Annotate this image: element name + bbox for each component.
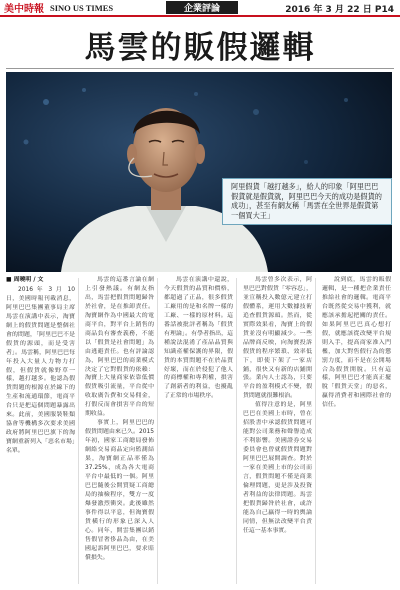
date-page: 2016 年 3 月 22 日 P14 bbox=[285, 5, 394, 15]
article-body bbox=[6, 276, 394, 586]
column-divider bbox=[78, 278, 79, 584]
headline: 馬雲的販假邏輯 bbox=[84, 30, 316, 66]
article-paragraph: 馬雲的這番言論在網上引發熱議。有網友指出，馬雲把假貨問題歸咎於社會，是在推卸責任。淘寶網作為中國最大的電商平台，對平台上銷售的商品負有審查義務，不能以「假貨是社會問題」為由逃避責任。也有評論認為，阿里巴巴的商業模式決定了它對假貨的依賴：淘寶上大量商家依靠低價假貨吸引流量，平台從中收取廣告費和交易佣金，打假反而會損害平台的短期收益。 bbox=[85, 277, 154, 418]
photo-image bbox=[6, 72, 392, 272]
paper-name bbox=[0, 0, 118, 15]
article-photo bbox=[6, 72, 392, 272]
masthead-rule bbox=[0, 15, 400, 17]
article-paragraph: 馬雲在演講中還說，今天假貨的品質和價格，都超過了正品，很多假貨工廠用的是和名牌一樣的工廠、一樣的原材料。這番話被批評者稱為「假貨有理論」。有學者指出，這種說法混淆了產品品質與知識產權保護的界限，假貨的本質問題不在於品質好壞，而在於侵犯了他人的商標權和專利權，損害了創新者的利益，也擾亂了正常的市場秩序。 bbox=[164, 277, 233, 400]
article-paragraph: 值得注意的是，阿里巴巴在美國上市時，曾在招股書中承認假貨問題可能對公司業務和聲譽造成不利影響。美國證券交易委員會也曾就假貨問題對阿里巴巴展開調查。對於一家在美國上市的公司而言，假貨問題不僅是商業倫理問題，更是涉及投資者利益的法律問題。馬雲把假貨歸咎於社會，或許能為自己贏得一時的輿論同情，但無法改變平台責任這一基本事實。 bbox=[243, 402, 312, 534]
masthead bbox=[0, 0, 400, 16]
article-column-3 bbox=[164, 276, 233, 586]
column-divider bbox=[315, 278, 316, 584]
article-column-2 bbox=[85, 276, 154, 586]
paper-name-en: SINO US TIMES bbox=[50, 2, 114, 13]
column-divider bbox=[157, 278, 158, 584]
article-paragraph: 說到底，馬雲的販假邏輯，是一種把企業責任推給社會的邏輯。電商平台既然從交易中獲利，就應該承擔起把關的責任。如果阿里巴巴真心想打假，就應該從改變平台規則入手，提高商家准入門檻，加大對售假行為的懲罰力度，而不是在公開場合為假貨開脫。只有這樣，阿里巴巴才能真正擺脫「假貨天堂」的惡名，贏得消費者和國際社會的信任。 bbox=[322, 277, 391, 409]
byline: ■ 周曉明 / 文 bbox=[6, 277, 44, 283]
article-column-1 bbox=[6, 276, 75, 586]
article-paragraph: 2016 年 3 月 10 日，美國時報刊載消息，阿里巴巴集團董事局主席馬雲在演講中表示，淘寶網上的假貨問題是整個社會的問題，「阿里巴巴不是假貨的源頭，而是受害者」。馬雲稱，阿里巴巴每年投入大量人力物力打假，但假貨就像野草一樣，越打越多。他認為假貨問題的根源在於線下的生產和流通環節，電商平台只是把這個問題暴露出來。此前，美國服裝鞋類協會等機構多次要求美國政府將阿里巴巴旗下的淘寶網重新列入「惡名市場」名單。 bbox=[6, 286, 75, 455]
paper-name-cn: 美中時報 bbox=[4, 4, 44, 15]
headline-rule bbox=[6, 68, 394, 69]
article-column-4 bbox=[243, 276, 312, 586]
photo-caption: 阿里假貨「越打越多」，給人的印象「阿里巴巴假貨就是假貨就，阿里巴巴今天的成功是假貨的成功」，甚至有網友稱「馬雲在全世界是假貨第一個買大王」 bbox=[222, 178, 392, 225]
article-column-5 bbox=[322, 276, 391, 586]
article-paragraph: 事實上，阿里巴巴的假貨問題由來已久。2015 年初，國家工商總局發佈網絡交易商品定向監測結果，淘寶網正品率僅為 37.25%，成為各大電商平台中最低的一個。阿里巴巴隨後公開質疑工商總局的抽檢程序，雙方一度爆發激烈衝突。此後雖然事件得以平息，但淘寶假貨橫行的形象已深入人心。同年，開雲集團以銷售假冒奢侈品為由，在美國起訴阿里巴巴，要求賠償損失。 bbox=[85, 420, 154, 561]
article-paragraph: 馬雲曾多次表示，阿里巴巴對假貨「零容忍」，並宣稱投入數億元建立打假體系，運用大數據技術追查假貨源頭。然而，從實際效果看，淘寶上的假貨並沒有明顯減少。一些品牌商反映，向淘寶投訴假貨的程序繁瑣、效率低下，即使下架了一家店鋪，很快又有新的店鋪開張。業內人士認為，只要平台的盈利模式不變，假貨問題就很難根治。 bbox=[243, 277, 312, 400]
section-label: 企業評論 bbox=[166, 1, 238, 14]
column-divider bbox=[236, 278, 237, 584]
